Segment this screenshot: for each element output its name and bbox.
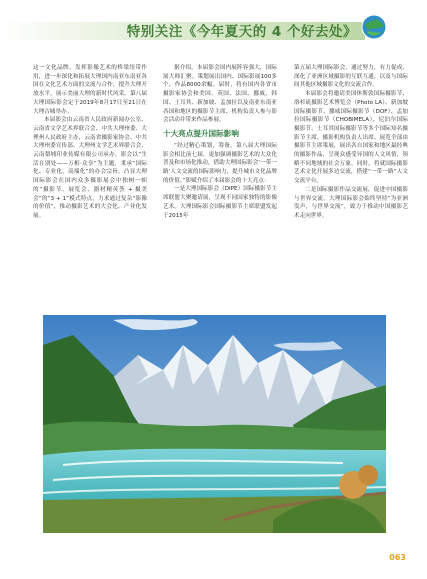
paragraph: 本届影会将邀请美国休斯敦国际摄影节、洛杉矶摄影艺术博览会（Photo LA）、新加坡国际摄影节、挪威国际摄影节（DOF）、孟加拉国际摄影节（CHOBIMELA）、尼泊尔国际摄影节、土耳其国际摄影节等多个国际知名摄影节主席、摄影机构负责人出席。展览全部由摄影节主席策展，展出各自国家和地区最经典的摄影作品，呈现众感受异国的人文风情，领略不同地域的社会万象。同时，将就国际摄影艺术文化开展多边交流，搭建“一带一路”人文交流平台。 [294,91,408,185]
landscape-photo [43,315,386,533]
paragraph: 本届影会由云南省人民政府新闻办公室、云南省文学艺术界联合会、中共大理州委、大理州人民政府主办，云南省摄影家协会、中共大理州委宣传部、大理州文学艺术界联合会、云南梨埔印业传媒有限公司承办。影会以“生活在别处——万相·众享”为主题，秉承“国际化、专业化、高端化”的办会宗旨，凸显大理国际影会在国内众多摄影展会中独树一帜的“摄影节、展览会、器材精英荟 + 摄美会”的“3 + 1”模式特点，力求通过复杂“影像的价值”，推动摄影艺术的大会化、产业化发展。 [33,117,147,219]
paragraph: “经过精心策划，筹备，第八届大理国际影会相比前七届，更加强调摄影艺术的大众化普及和市场化推动，借助大理国际影会‘一带一路’人文交流的国际影响力，提升城市文化品牌的价值。”影赋介绍了本届影会的十大亮点： [163,142,277,184]
column-2 [163,64,277,220]
page-title: 特别关注《今年夏天的 4 个好去处》 [126,24,357,40]
paragraph: 这一文化品牌，发挥影像艺术的桥梁纽带作用，进一步深化和拓展大理国内南亚东南亚各国在文化艺术方面的交流与合作，提升大理开放水平，展示美丽大理的新时代风采。第八届大理国际影会定于2019年8月17日至21日在大理古城举办。 [33,65,147,115]
paragraph: 据介绍，本届影会国内展阵容强大，国际展大师汇聚。策划展出国内、国际影展100多个，作品8000余幅。届时，将有国内各省市摄影家协会和美国、英国、法国、挪威、韩国、土耳其、新加坡、孟加拉以及南亚东南亚各国和地区的摄影节主席、机构负责人参与影会活动并带来作品参展。 [163,65,277,124]
paragraph: 第五届大理国际影会，通过努力，有力促成、深化了亚洲区域摄影的互联互通，以及与国际间其他区域摄影文化的交流合作。 [294,65,408,89]
mountain-lake-landscape-icon [43,315,386,533]
article-body [33,64,408,314]
globe-logo-icon [361,14,387,40]
column-1 [33,64,147,221]
section-heading: 十大亮点提升国际影响 [163,128,239,138]
paragraph: 一是大理国际影会（DIPE）国际摄影节主席联盟大聚邀请展，呈现不同国家独特的影像艺术。大理国际影会国际摄影节主席联盟发起于2015年 [163,186,277,219]
column-3 [294,64,408,221]
page-header [0,0,427,58]
paragraph: 二是国际摄影作品交流展，促进中国摄影与世界交流。大理国际影会始终坚持“为亚洲发声，与世界交流”，致力于推动中国摄影艺术走向世界。 [294,186,408,219]
page-number: 063 [389,553,406,562]
